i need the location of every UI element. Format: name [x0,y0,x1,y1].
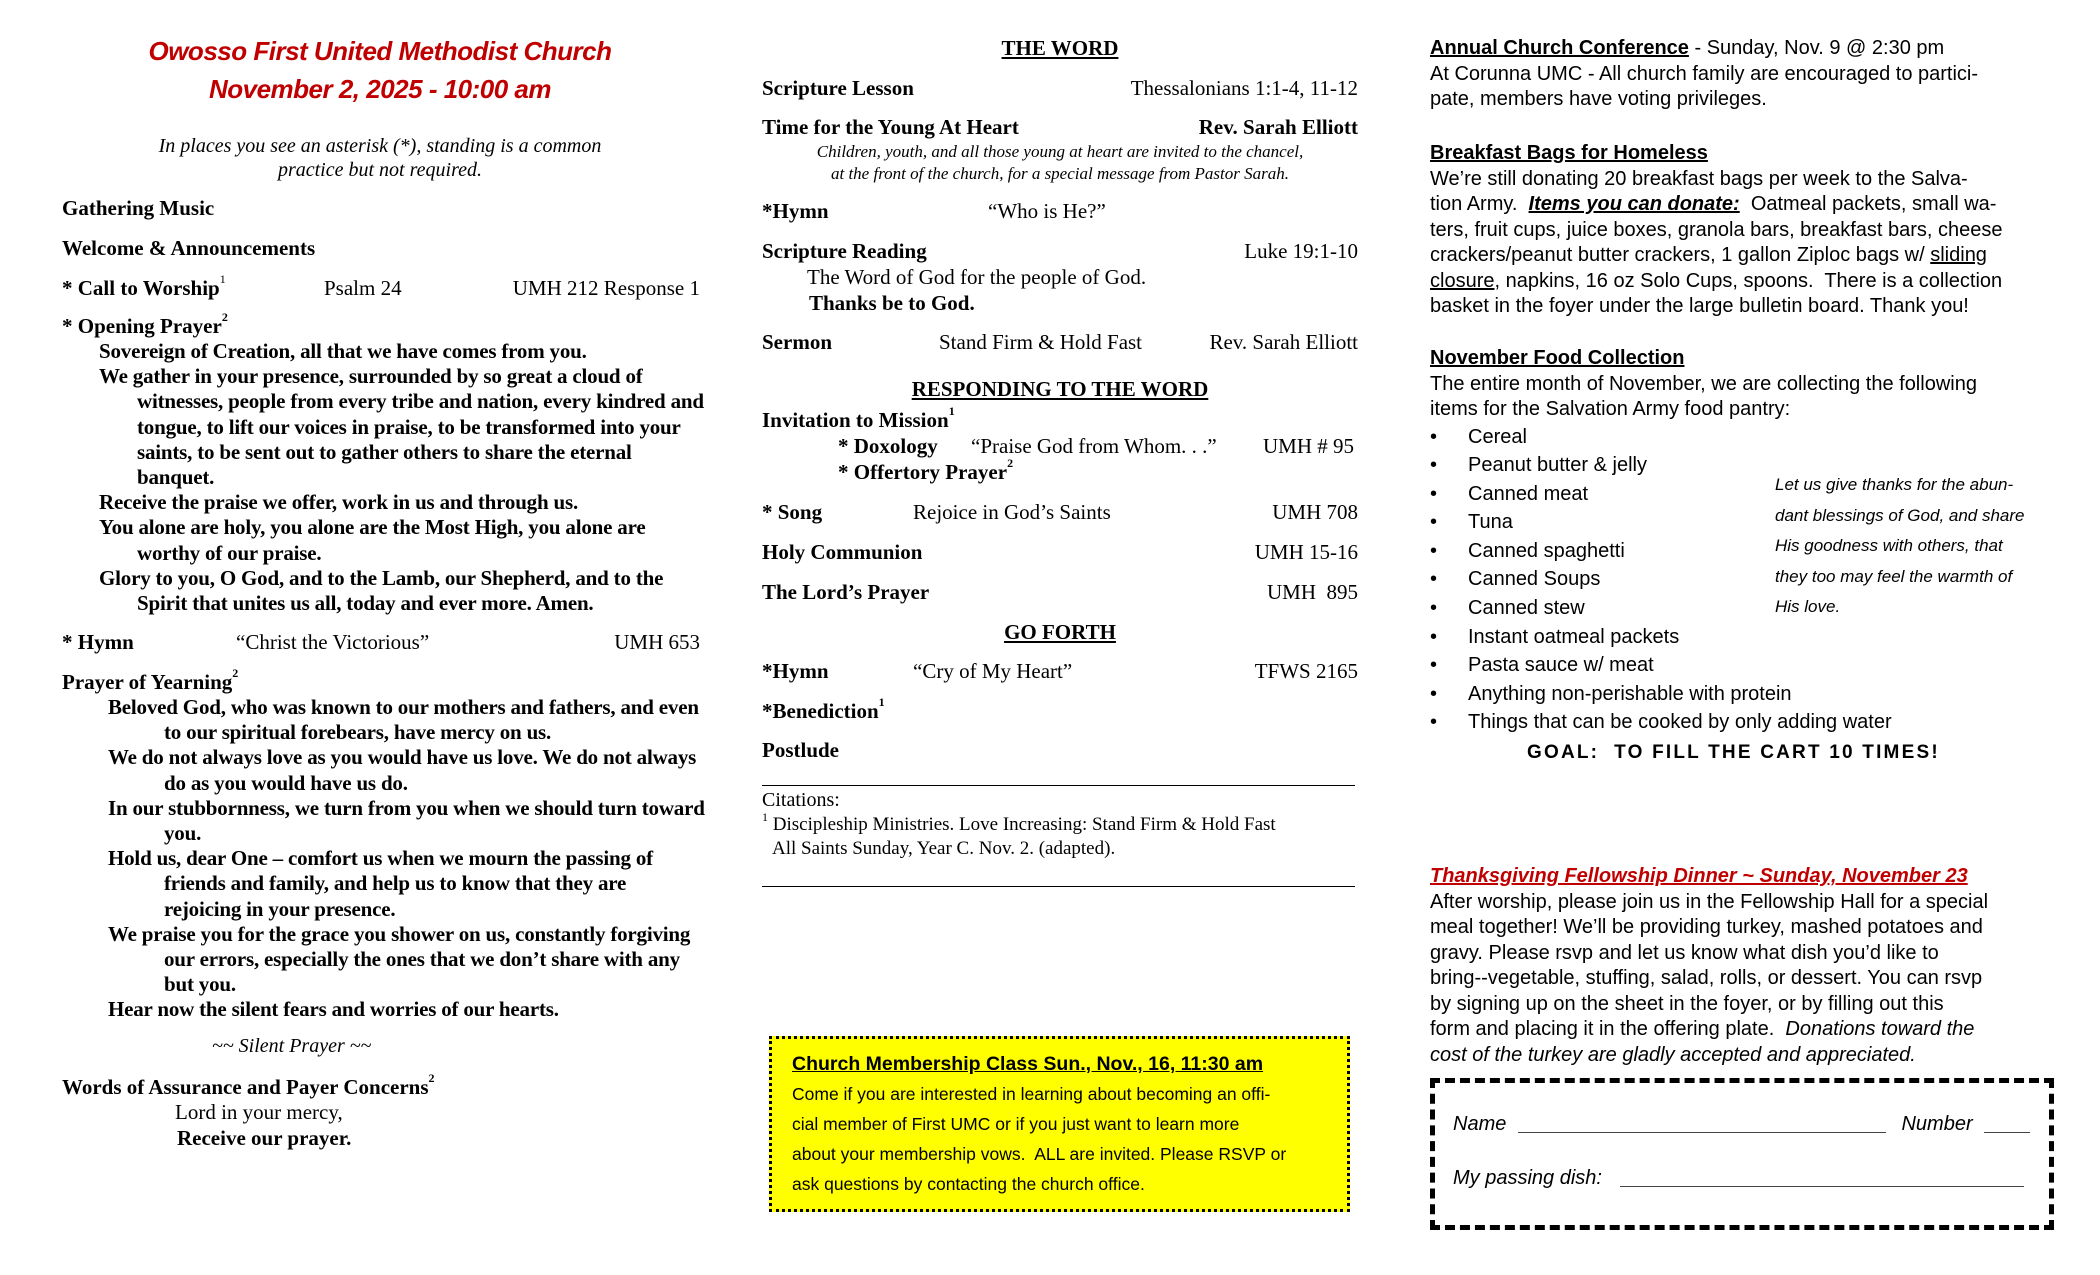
young-at-heart-label: Time for the Young At Heart [762,115,1019,139]
thanks-quote [1775,470,2075,623]
prayer-of-yearning-label: Prayer of Yearning [62,670,233,694]
list-item: • Peanut butter & jelly [1430,451,2070,480]
thanksgiving-line: meal together! We’ll be providing turkey, mashed potatoes and [1430,916,1983,938]
young-at-heart-note [762,141,1358,185]
note-line: In places you see an asterisk (*), standing is a common [158,135,602,157]
doxology-row [838,434,1354,459]
conference-line: At Corunna UMC - All church family are encouraged to partici- [1430,62,1979,85]
list-item: • Anything non-perishable with protein [1430,680,2070,709]
note-line: practice but not required. [277,159,483,181]
song-title: Rejoice in God’s Saints [913,500,1111,524]
breakfast-text: , napkins, 16 oz Solo Cups, spoons. There is a collection [1494,269,2003,292]
hymn-title: “Cry of My Heart” [913,659,1073,683]
church-name: Owosso First United Methodist Church [148,36,612,66]
list-item: • Cereal [1430,423,2070,452]
response-leader: Lord in your mercy, [175,1100,343,1124]
closing-hymn-row [762,659,1358,684]
words-of-assurance-label: Words of Assurance and Payer Concerns [62,1075,429,1099]
quote-line: dant blessings of God, and share [1775,505,2025,525]
scripture-reading-label: Scripture Reading [762,239,927,263]
items-you-can-donate: Items you can donate: [1528,193,1740,215]
song-row [762,500,1358,525]
name-row [1453,1113,2030,1136]
call-to-worship-ref: UMH 212 Response 1 [512,276,700,300]
benediction [762,695,885,724]
hymn-title: “Who is He?” [988,199,1106,223]
prayer-line: We praise you for the grace you shower on us, constantly forgiving our errors, especially the ones that we don’t share with any but you. [108,921,691,997]
young-at-heart-row [762,115,1358,140]
food-line: The entire month of November, we are collecting the following [1430,372,1977,395]
breakfast-text: sliding [1930,244,1987,266]
response-people: Receive our prayer. [177,1126,352,1150]
quote-line: they too may feel the warmth of [1775,566,2013,586]
postlude: Postlude [762,738,840,762]
offertory-prayer [838,456,1014,485]
dish-input[interactable] [1620,1185,2024,1187]
thanksgiving-text: form and placing it in the offering plate. [1430,1018,1786,1040]
prayer-line: We do not always love as you would have us love. We do not always do as you would have us do. [108,745,697,795]
breakfast-title: Breakfast Bags for Homeless [1430,142,1708,164]
communion-label: Holy Communion [762,540,923,564]
communion-ref: UMH 15-16 [1254,540,1358,564]
breakfast-text: tion Army. [1430,193,1529,215]
body-line: Come if you are interested in learning about becoming an offi- [792,1084,1271,1104]
membership-class-body [792,1079,1327,1199]
body-line: cial member of First UMC or if you just want to learn more [792,1114,1240,1134]
lords-prayer-ref: UMH 895 [1266,580,1358,604]
name-label: Name [1453,1113,1507,1135]
breakfast-line: We’re still donating 20 breakfast bags per week to the Salva- [1430,167,1968,190]
thanksgiving-line: by signing up on the sheet in the foyer, or by filling out this [1430,992,1944,1015]
standing-note [60,134,700,182]
reading-people: Thanks be to God. [809,291,975,315]
opening-prayer-heading [62,310,228,339]
offertory-label: * Offertory Prayer [838,460,1008,484]
lords-prayer-label: The Lord’s Prayer [762,580,930,604]
name-input[interactable] [1518,1131,1886,1133]
food-line: items for the Salvation Army food pantry: [1430,398,1791,420]
breakfast-line: basket in the foyer under the large bulletin board. Thank you! [1430,295,1969,317]
invitation-to-mission [762,404,955,433]
prayer-line: Sovereign of Creation, all that we have comes from you. [99,339,587,363]
thanksgiving-line: After worship, please join us in the Fellowship Hall for a special [1430,890,1989,913]
silent-prayer: ~~ Silent Prayer ~~ [212,1035,372,1057]
donations-note: cost of the turkey are gladly accepted and appreciated. [1430,1043,1916,1066]
sermon-title: Stand Firm & Hold Fast [939,330,1143,354]
prayer-of-yearning-heading [62,666,239,695]
prayer-line: In our stubbornness, we turn from you when we should turn toward you. [108,795,705,846]
song-ref: UMH 708 [1272,500,1358,524]
breakfast-text: crackers/peanut butter crackers, 1 gallon Ziploc bags w/ [1430,244,1931,266]
invitation-label: Invitation to Mission [762,408,949,432]
section-heading-go-forth: GO FORTH [1004,620,1116,644]
sermon-label: Sermon [762,330,832,354]
reading-leader: The Word of God for the people of God. [807,265,1147,289]
welcome-announcements: Welcome & Announcements [62,236,316,260]
membership-class-title: Church Membership Class Sun., Nov., 16, 11:30 am [792,1053,1264,1075]
doxology-label: * Doxology [838,434,938,458]
food-goal: GOAL: TO FILL THE CART 10 TIMES! [1527,742,1940,763]
breakfast-text: Oatmeal packets, small wa- [1739,193,1997,215]
footnote-ref: 1 [948,404,955,418]
body-line: about your membership vows. ALL are invited. Please RSVP or [792,1144,1287,1164]
number-input[interactable] [1984,1131,2030,1133]
citation-line [762,810,1276,836]
citation-text: Discipleship Ministries. Love Increasing: Stand Firm & Hold Fast [772,814,1276,835]
breakfast-bags [1430,141,2070,320]
call-to-worship-label: * Call to Worship [62,276,220,300]
thanksgiving-title: Thanksgiving Fellowship Dinner ~ Sunday, November 23 [1430,865,1968,887]
breakfast-line: ters, fruit cups, juice boxes, granola bars, breakfast bars, cheese [1430,218,2003,241]
divider [762,785,1355,786]
doxology-ref: UMH # 95 [1262,434,1354,458]
call-to-worship-text: Psalm 24 [324,276,402,300]
thanksgiving-line: bring--vegetable, stuffing, salad, rolls, or dessert. You can rsvp [1430,967,1983,989]
prayer-line: Beloved God, who was known to our mothers and fathers, and even to our spiritual forebears, have mercy on us. [108,695,699,745]
sermon-row [762,330,1358,355]
hymn-label: *Hymn [762,659,829,683]
food-title: November Food Collection [1430,347,1685,369]
list-item: • Instant oatmeal packets [1430,623,2070,652]
conference-line: pate, members have voting privileges. [1430,88,1767,110]
scripture-reading-ref: Luke 19:1-10 [1244,239,1358,263]
benediction-label: *Benediction [762,699,879,723]
lords-prayer-row [762,580,1358,605]
list-item: • Tuna [1430,508,2070,537]
list-item: • Pasta sauce w/ meat [1430,651,2070,680]
section-heading-the-word: THE WORD [1001,36,1119,60]
footnote-ref: 1 [878,695,885,709]
communion-row [762,540,1358,565]
words-of-assurance-heading [62,1071,435,1100]
hymn-label: * Hymn [62,630,134,654]
prayer-line: You alone are holy, you alone are the Most High, you alone are worthy of our praise. [99,515,646,565]
number-label: Number [1901,1113,1973,1135]
conference-when: - Sunday, Nov. 9 @ 2:30 pm [1688,37,1945,59]
young-at-heart-leader: Rev. Sarah Elliott [1198,115,1358,139]
scripture-lesson-row [762,76,1358,101]
conference-title: Annual Church Conference [1430,37,1689,59]
scripture-reading-row [762,239,1358,264]
list-item: • Things that can be cooked by only adding water [1430,708,2070,737]
hymn-who-is-he-row [762,199,1106,224]
opening-prayer-text [99,339,709,616]
hymn-label: *Hymn [762,199,829,223]
hymn-row [62,630,700,655]
prayer-line: Hear now the silent fears and worries of our hearts. [108,997,559,1022]
citations-label: Citations: [762,789,840,811]
list-item: • Canned stew [1430,594,2070,623]
note-line: Children, youth, and all those young at heart are invited to the chancel, [816,142,1304,161]
footnote-ref: 2 [221,310,228,324]
gathering-music: Gathering Music [62,196,215,220]
list-item: • Canned spaghetti [1430,537,2070,566]
opening-prayer-label: * Opening Prayer [62,314,222,338]
thanksgiving-line: gravy. Please rsvp and let us know what dish you’d like to [1430,941,1939,964]
thanksgiving-dinner [1430,864,2070,1068]
footnote-ref: 1 [219,272,226,286]
footnote-ref: 2 [232,666,239,680]
quote-line: His goodness with others, that [1775,536,2003,555]
prayer-line: We gather in your presence, surrounded by so great a cloud of witnesses, people from every tribe and nation, every kindred and tongue, to lift our voices in praise, to be transformed into your saints, to be sent out to gather others to share the eternal banquet. [99,364,704,490]
prayer-line: Receive the praise we offer, work in us and through us. [99,490,579,515]
scripture-lesson-label: Scripture Lesson [762,76,914,100]
quote-line: His love. [1775,597,1841,616]
list-item: • Canned meat [1430,480,2070,509]
citation-line-2: All Saints Sunday, Year C. Nov. 2. (adapted). [772,838,1116,859]
prayer-line: Glory to you, O God, and to the Lamb, our Shepherd, and to the Spirit that unites us all, today and ever more. Amen. [99,565,664,616]
prayer-line: Hold us, dear One – comfort us when we mourn the passing of friends and family, and help us to know that they are rejoicing in your presence. [108,846,653,921]
service-date: November 2, 2025 - 10:00 am [208,74,552,104]
note-line: at the front of the church, for a special message from Pastor Sarah. [830,164,1290,183]
call-to-worship-row [62,272,700,301]
footnote-ref: 2 [1007,456,1014,470]
hymn-ref: TFWS 2165 [1254,659,1358,683]
song-label: * Song [762,500,823,524]
hymn-ref: UMH 653 [614,630,700,654]
sermon-preacher: Rev. Sarah Elliott [1209,330,1358,354]
body-line: ask questions by contacting the church office. [792,1174,1145,1194]
scripture-lesson-ref: Thessalonians 1:1-4, 11-12 [1130,76,1358,100]
dish-row [1453,1167,2024,1190]
doxology-title: “Praise God from Whom. . .” [971,434,1217,458]
footnote-ref: 2 [428,1071,435,1085]
donations-note: Donations toward the [1785,1018,1975,1040]
breakfast-text: closure [1430,269,1495,292]
annual-conference [1430,36,2070,113]
membership-class-box [769,1036,1350,1212]
footnote-number: 1 [762,810,768,824]
divider [762,886,1355,887]
rsvp-form [1430,1078,2054,1230]
hymn-title: “Christ the Victorious” [236,630,430,654]
list-item: • Canned Soups [1430,565,2070,594]
section-heading-responding: RESPONDING TO THE WORD [911,377,1209,401]
dish-label: My passing dish: [1453,1167,1602,1189]
prayer-of-yearning-text [108,695,708,1023]
quote-line: Let us give thanks for the abun- [1775,475,2014,494]
